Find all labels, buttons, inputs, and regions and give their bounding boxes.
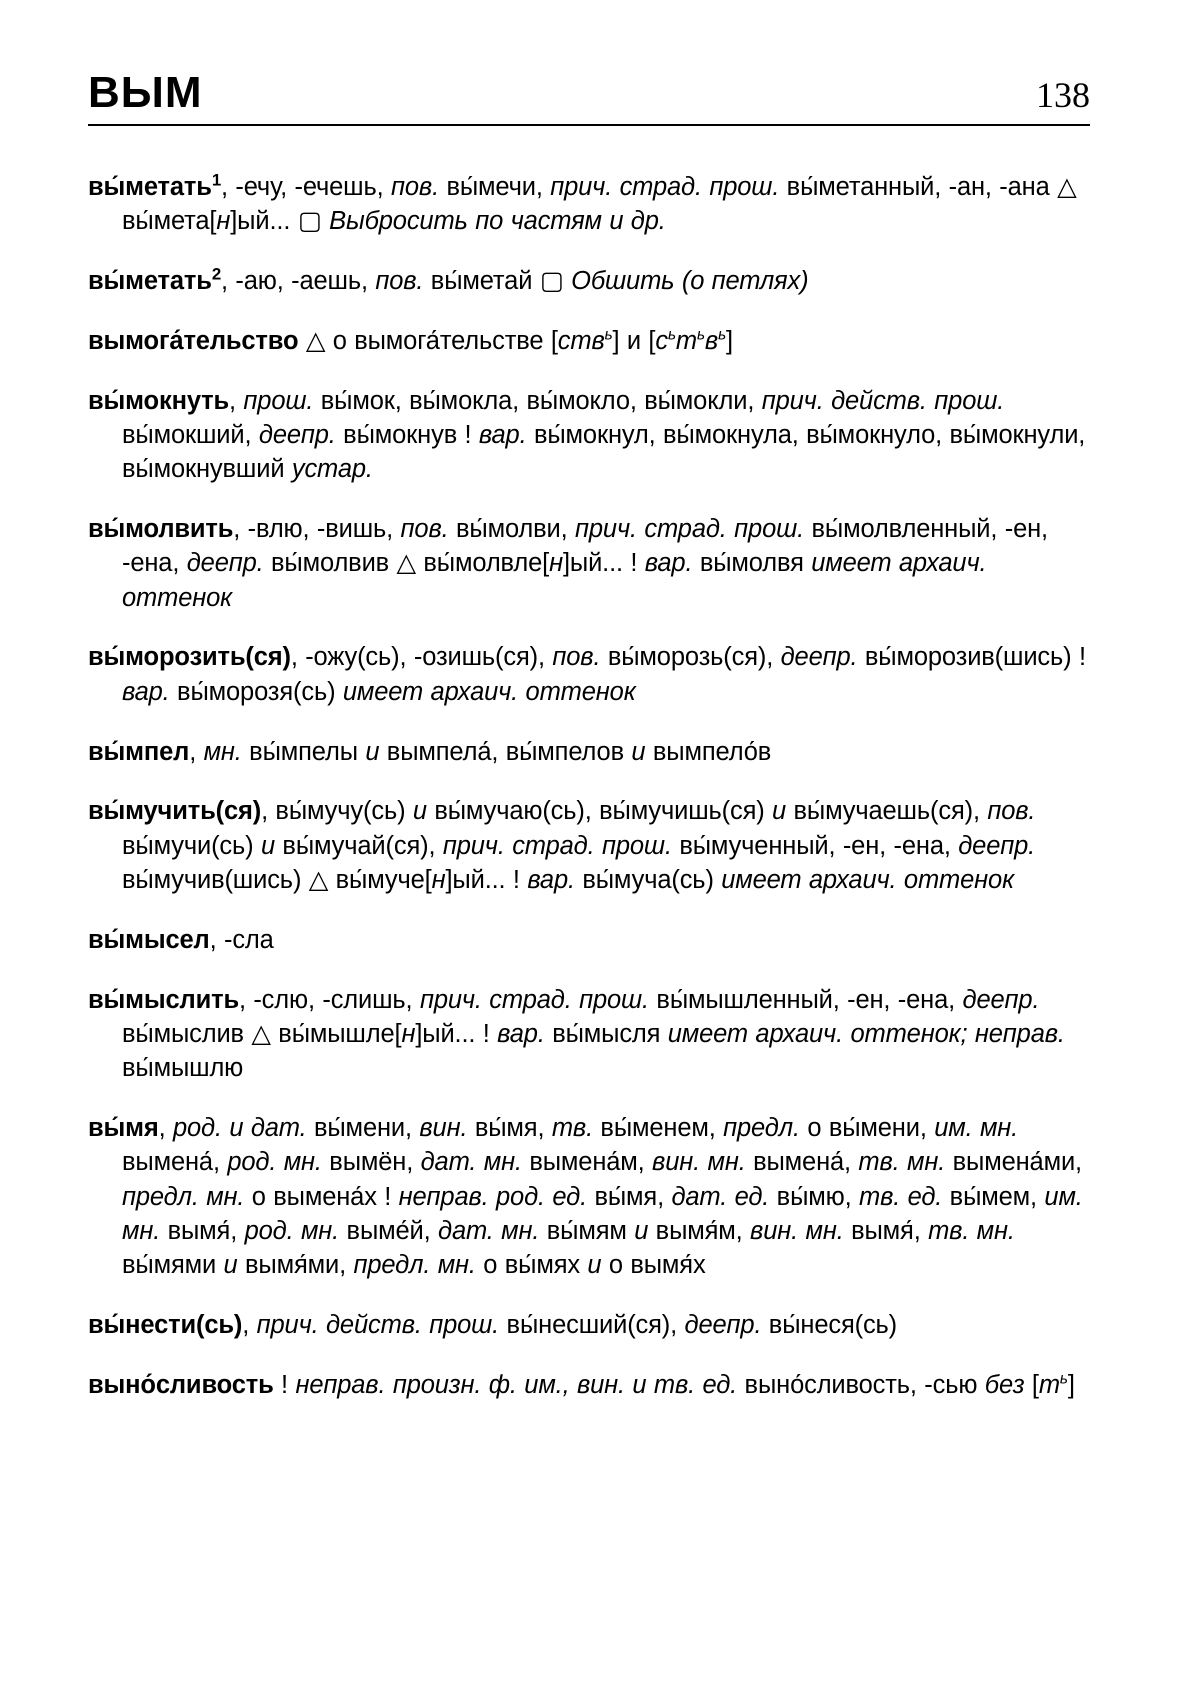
dictionary-entry-vymya: вы́мя, род. и дат. вы́мени, вин. вы́мя, тв. вы́менем, предл. о вы́мени, им. мн. вымена́, род. мн. вымён, дат. мн. вымена́м, вин. мн. вымена́, тв. мн. вымена́ми, предл. мн. о вымена́х ! неправ. род. ед. вы́мя, дат. ед. вы́мю, тв. ед. вы́мем, им. мн. вымя́, род. мн. выме́й, дат. мн. вы́мям и вымя́м, вин. мн. вымя́, тв. мн. вы́мями и вымя́ми, предл. мн. о вы́мях и о вымя́х xyxy=(88,1113,1083,1280)
dictionary-entry-vymetat-2: вы́метать$^2$, -аю, -аешь, пов. вы́метай ▢ Обшить (о петлях) xyxy=(88,264,809,297)
header-divider xyxy=(88,124,1090,126)
dictionary-entry-vynoslivost: выно́сливость ! неправ. произн. ф. им., вин. и тв. ед. выно́сливость, -сью без $[т^ь]$ xyxy=(88,1370,1075,1399)
entry-list xyxy=(88,170,1090,1402)
running-head-word: ВЫМ xyxy=(88,68,203,117)
dictionary-entry-vympel: вы́мпел, мн. вы́мпелы и вымпела́, вы́мпелов и вымпело́в xyxy=(88,737,772,766)
dictionary-entry-vymoknut: вы́мокнуть, прош. вы́мок, вы́мокла, вы́мокло, вы́мокли, прич. действ. прош. вы́мокший, деепр. вы́мокнув ! вар. вы́мокнул, вы́мокнула, вы́мокнуло, вы́мокнули, вы́мокнувший устар. xyxy=(88,386,1086,484)
dictionary-entry-vymogatelstvo: вымога́тельство △ о вымога́тельстве [ств$^ь$] и $[с^ьт^ьв^ь]$ xyxy=(88,325,733,356)
page-number: 138 xyxy=(1036,75,1090,115)
dictionary-entry-vynesti-s: вы́нести(сь), прич. действ. прош. вы́несший(ся), деепр. вы́неся(сь) xyxy=(88,1310,898,1339)
dictionary-entry-vymolvit: вы́молвить, -влю, -вишь, пов. вы́молви, прич. страд. прош. вы́молвленный, -ен, -ена, деепр. вы́молвив △ вы́молвле[н]ый... ! вар. вы́молвя имеет архаич. оттенок xyxy=(88,515,1048,612)
dictionary-entry-vymyslit: вы́мыслить, -слю, -слишь, прич. страд. прош. вы́мышленный, -ен, -ена, деепр. вы́мыслив △ вы́мышле[н]ый... ! вар. вы́мысля имеет архаич. оттенок; неправ. вы́мышлю xyxy=(88,985,1065,1083)
dictionary-entry-vymuchit-sya: вы́мучить(ся), вы́мучу(сь) и вы́мучаю(сь), вы́мучишь(ся) и вы́мучаешь(ся), пов. вы́мучи(сь) и вы́мучай(ся), прич. страд. прош. вы́мученный, -ен, -ена, деепр. вы́мучив(шись) △ вы́муче[н]ый... ! вар. вы́муча(сь) имеет архаич. оттенок xyxy=(88,797,1036,895)
dictionary-entry-vymorozit-sya: вы́морозить(ся), -ожу(сь), -озишь(ся), пов. вы́морозь(ся), деепр. вы́морозив(шись) ! вар. вы́морозя(сь) имеет архаич. оттенок xyxy=(88,643,1086,706)
dictionary-entry-vymysel: вы́мысел, -сла xyxy=(88,925,274,954)
dictionary-entry-vymetat-1: вы́метать$^1$, -ечу, -ечешь, пов. вы́мечи, прич. страд. прош. вы́метанный, -ан, -ана △ вы́мета[н]ый... ▢ Выбросить по частям и др. xyxy=(88,170,1077,237)
running-head xyxy=(88,68,1090,118)
